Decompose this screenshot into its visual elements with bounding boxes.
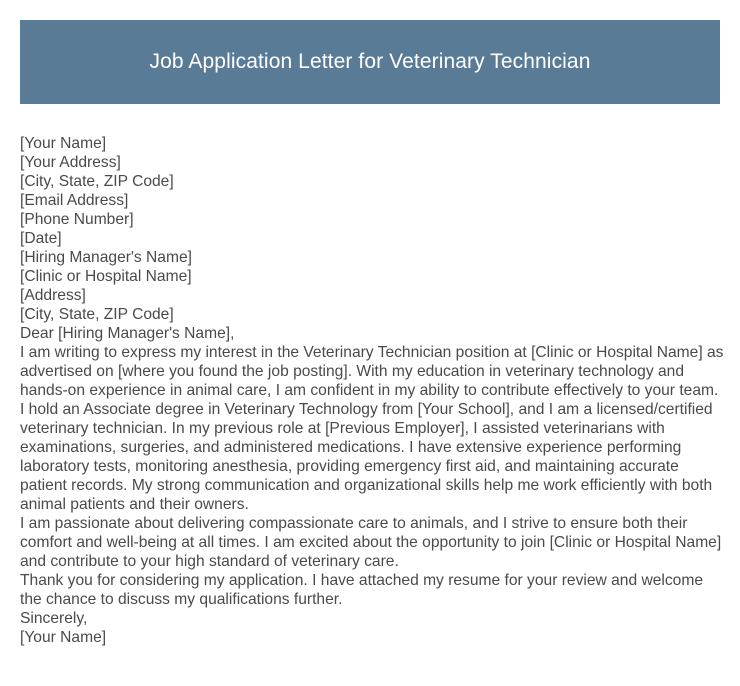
sender-name: [Your Name] [20, 135, 107, 152]
sender-city-state-zip: [City, State, ZIP Code] [20, 173, 174, 190]
paragraph-motivation: I am passionate about delivering compassionate care to animals, and I strive to ensure both their comfort and well-being at all times. I am excited about the opportunity to join [Clinic or Hospital Name] and contribute to your high standard of veterinary care. [20, 515, 726, 570]
paragraph-intro: I am writing to express my interest in the Veterinary Technician position at [Clinic or Hospital Name] as advertised on [where you found the job posting]. With my education in veterinary technology and hands-on experience in animal care, I am confident in my ability to contribute effectively to your team. [20, 344, 728, 399]
recipient-address: [Address] [20, 287, 86, 304]
sender-address: [Your Address] [20, 154, 121, 171]
sender-phone: [Phone Number] [20, 211, 134, 228]
letter-body [20, 134, 728, 647]
paragraph-qualifications: I hold an Associate degree in Veterinary Technology from [Your School], and I am a licensed/certified veterinary technician. In my previous role at [Previous Employer], I assisted veterinarians with examinations, surgeries, and administered medications. I have extensive experience performing laboratory tests, monitoring anesthesia, providing emergency first aid, and maintaining accurate patient records. My strong communication and organizational skills help me work efficiently with both animal patients and their owners. [20, 401, 717, 513]
recipient-city-state-zip: [City, State, ZIP Code] [20, 306, 174, 323]
page-title: Job Application Letter for Veterinary Technician [149, 50, 591, 73]
title-banner [20, 20, 720, 104]
recipient-organization: [Clinic or Hospital Name] [20, 268, 192, 285]
sender-email: [Email Address] [20, 192, 129, 209]
paragraph-closing: Thank you for considering my application. I have attached my resume for your review and welcome the chance to discuss my qualifications further. [20, 572, 708, 608]
signature: [Your Name] [20, 629, 107, 646]
closing: Sincerely, [20, 610, 88, 627]
letter-date: [Date] [20, 230, 62, 247]
salutation: Dear [Hiring Manager's Name], [20, 325, 235, 342]
recipient-name: [Hiring Manager's Name] [20, 249, 192, 266]
